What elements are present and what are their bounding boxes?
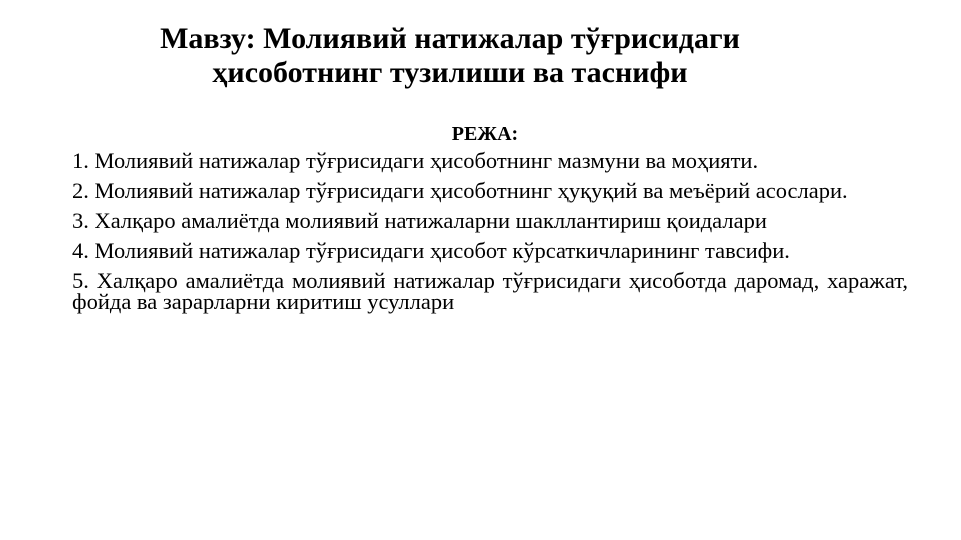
title-line-2: ҳисоботнинг тузилиши ва таснифи	[212, 56, 688, 89]
plan-item-1: 1. Молиявий натижалар тўғрисидаги ҳисоботнинг мазмуни ва моҳияти.	[72, 148, 759, 173]
plan-item-2: 2. Молиявий натижалар тўғрисидаги ҳисоботнинг ҳуқуқий ва меъёрий асослари.	[72, 178, 848, 203]
plan-item-3: 3. Халқаро амалиётда молиявий натижаларни шакллантириш қоидалари	[72, 208, 767, 233]
title-line-1: Мавзу: Молиявий натижалар тўғрисидаги	[160, 22, 740, 55]
plan-list	[72, 150, 908, 321]
plan-item-5: 5. Халқаро амалиётда молиявий натижалар тўғрисидаги ҳисоботда даромад, харажат, фойда ва зарарларни киритиш усуллари	[72, 268, 908, 314]
slide-title	[100, 22, 800, 90]
plan-heading: РЕЖА:	[451, 123, 519, 145]
plan-item-4: 4. Молиявий натижалар тўғрисидаги ҳисобот кўрсаткичларининг тавсифи.	[72, 238, 790, 263]
